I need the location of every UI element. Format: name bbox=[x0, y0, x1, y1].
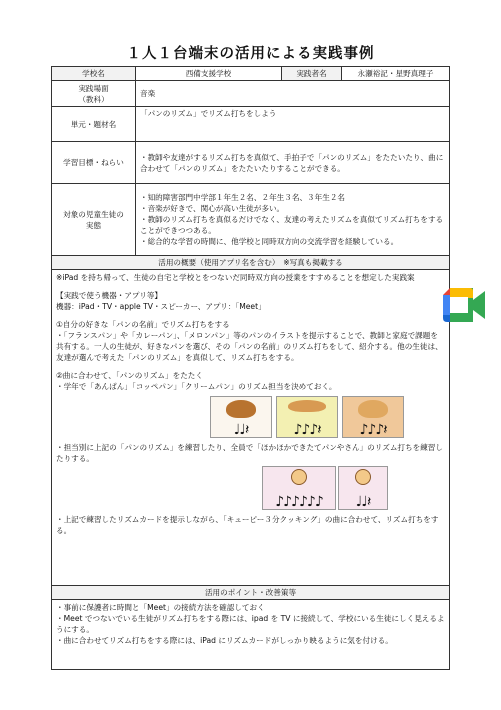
school-value: 西備支援学校 bbox=[136, 67, 282, 81]
koppepan-icon bbox=[288, 400, 326, 412]
goal-label: 学習目標・ねらい bbox=[52, 142, 136, 184]
creampan-card bbox=[342, 396, 404, 438]
practice-table bbox=[51, 66, 450, 670]
step2-heading: ②曲に合わせて、「パンのリズム」をたたく bbox=[56, 371, 203, 380]
point-item: ・Meet でつないでいる生徒がリズム打ちをする際には、ipad を TV に接続して、学校にいる生徒にしく見えるようにする。 bbox=[56, 614, 445, 634]
koppepan-card bbox=[276, 396, 338, 438]
step2-text: ・学年で「あんぱん」「コッペパン」「クリームパン」のリズム担当を決めておく。 bbox=[56, 382, 337, 391]
practitioner-label: 実践者名 bbox=[282, 67, 342, 81]
unit-value: 「パンのリズム」でリズム打ちをしよう bbox=[136, 107, 450, 142]
point-item: ・事前に保護者に時間と「Meet」の接続方法を確認しておく bbox=[56, 603, 265, 612]
point-item: ・曲に合わせてリズム打ちをする際には、iPad にリズムカードがしっかり映るように気を付ける。 bbox=[56, 636, 393, 645]
points-body bbox=[52, 600, 450, 670]
scene-label-line2: （教科） bbox=[78, 94, 109, 104]
points-header: 活用のポイント・改善策等 bbox=[52, 586, 450, 600]
scene-label bbox=[52, 81, 136, 107]
target-item: ・教師のリズム打ちを真似るだけでなく、友達の考えたリズムを真似てリズム打ちをすることができつつある。 bbox=[140, 215, 444, 235]
devices-text: 機器：iPad・TV・apple TV・スピーカー、アプリ：「Meet」 bbox=[56, 302, 266, 311]
goal-value: ・教師や友達がするリズム打ちを真似て、手拍子で「パンのリズム」をたたいたり、曲に合わせて「パンのリズム」をたたいたりすることができる。 bbox=[136, 142, 450, 184]
target-label-line1: 対象の児童生徒の bbox=[63, 209, 124, 219]
scene-label-line1: 実践場面 bbox=[78, 83, 109, 93]
meet-app-icon bbox=[441, 286, 487, 324]
practitioner-value: 永瀬裕記・星野真理子 bbox=[342, 67, 450, 81]
step2-text-b: ・担当別に上記の「パンのリズム」を練習したり、全員で「ほかほかできたてパンやさん」のリズム打ちを練習したりする。 bbox=[56, 443, 443, 463]
overview-header: 活用の概要（使用アプリ名を含む） ※写真も掲載する bbox=[52, 256, 450, 270]
scene-value: 音楽 bbox=[136, 81, 450, 107]
target-label bbox=[52, 184, 136, 256]
target-item: ・音楽が好きで、関心が高い生徒が多い。 bbox=[140, 204, 285, 213]
unit-label: 単元・題材名 bbox=[52, 107, 136, 142]
rhythm-notes: ♩♩𝄽 bbox=[355, 494, 371, 510]
character-icon bbox=[355, 469, 371, 485]
devices-heading: 【実践で使う機器・アプリ等】 bbox=[56, 291, 163, 300]
character-icon bbox=[291, 469, 307, 485]
step1-heading: ①自分の好きな「パンの名前」でリズム打ちをする bbox=[56, 320, 230, 329]
target-label-line2: 実態 bbox=[85, 220, 102, 230]
page-title: １人１台端末の活用による実践事例 bbox=[126, 46, 375, 62]
step2-text-c: ・上記で練習したリズムカードを提示しながら、「キューピー３分クッキング」の曲に合わせて、リズム打ちをする。 bbox=[56, 515, 439, 535]
rhythm-card-row bbox=[262, 466, 445, 510]
rhythm-notes: ♪♪♪𝄽 bbox=[359, 422, 387, 438]
rhythm-notes: ♪♪♪♪♪♪ bbox=[275, 494, 323, 510]
anpan-card bbox=[210, 396, 272, 438]
rhythm-card bbox=[262, 466, 336, 510]
school-label: 学校名 bbox=[52, 67, 136, 81]
anpan-icon bbox=[226, 400, 256, 418]
creampan-icon bbox=[358, 400, 388, 418]
overview-intro: ※iPad を持ち帰って、生徒の自宅と学校とをつないだ同時双方向の授業をすすめることを想定した実践案 bbox=[56, 273, 415, 282]
target-item: ・総合的な学習の時間に、他学校と同時双方向の交流学習を経験している。 bbox=[140, 237, 399, 246]
rhythm-card bbox=[338, 466, 388, 510]
rhythm-notes: ♩♩𝄽 bbox=[233, 422, 249, 438]
rhythm-notes: ♪♪♪𝄽 bbox=[293, 422, 321, 438]
target-item: ・知的障害部門中学部１年生２名、２年生３名、３年生２名 bbox=[140, 193, 346, 202]
overview-body bbox=[52, 270, 450, 586]
step1-text: ・「フランスパン」や「カレーパン」、「メロンパン」等のパンのイラストを提示することで、教師と家庭で課題を共有する。一人の生徒が、好きなパンを選び、その「パンの名前」のリズム打ちをして、紹介する。他の生徒は、友達が選んで考えた「パンのリズム」を真似して、リズム打ちをする。 bbox=[56, 331, 443, 362]
target-value bbox=[136, 184, 450, 256]
bread-card-row bbox=[210, 396, 445, 438]
